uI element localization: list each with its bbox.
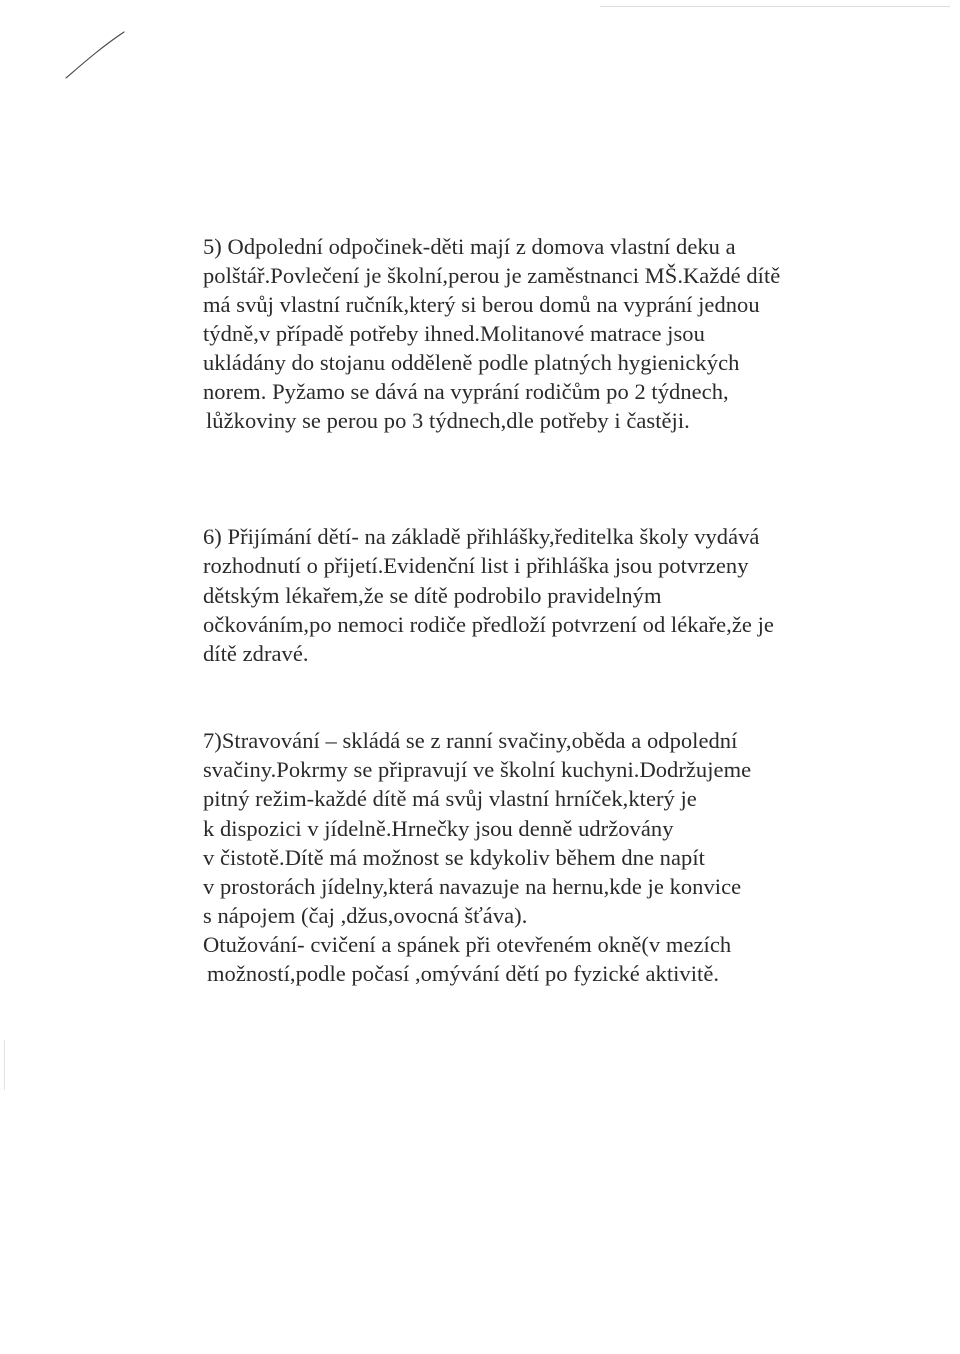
pen-mark-icon [60, 28, 130, 83]
paragraph-line: dítě zdravé. [203, 641, 309, 666]
paragraph-line: norem. Pyžamo se dává na vyprání rodičům po 2 týdnech, [203, 379, 729, 404]
paragraph-line: dětským lékařem,že se dítě podrobilo pravidelným [203, 583, 662, 608]
paragraph-line: možností,podle počasí ,omývání dětí po fyzické aktivitě. [207, 961, 720, 986]
paragraph-line: svačiny.Pokrmy se připravují ve školní kuchyni.Dodržujeme [203, 757, 752, 782]
paragraph-line: Otužování- cvičení a spánek při otevřeném okně(v mezích [203, 932, 732, 957]
scan-edge-line [600, 6, 950, 7]
paragraph-line: rozhodnutí o přijetí.Evidenční list i přihláška jsou potvrzeny [203, 553, 749, 578]
paragraph-line: 6) Přijímání dětí- na základě přihlášky,ředitelka školy vydává [203, 524, 760, 549]
paragraph-line: k dispozici v jídelně.Hrnečky jsou denně udržovány [203, 816, 674, 841]
paragraph-line: pitný režim-každé dítě má svůj vlastní hrníček,který je [203, 786, 697, 811]
paragraph-line: s nápojem (čaj ,džus,ovocná šťáva). [203, 903, 528, 928]
paragraph-line: v prostorách jídelny,která navazuje na hernu,kde je konvice [203, 874, 742, 899]
paragraph-line: polštář.Povlečení je školní,perou je zaměstnanci MŠ.Každé dítě [203, 263, 781, 288]
paragraph-line: týdně,v případě potřeby ihned.Molitanové matrace jsou [203, 321, 705, 346]
paragraph-line: ukládány do stojanu odděleně podle platných hygienických [203, 350, 740, 375]
paragraph-line: má svůj vlastní ručník,který si berou domů na vyprání jednou [203, 292, 760, 317]
scan-edge-mark [4, 1040, 5, 1090]
paragraph-line: v čistotě.Dítě má možnost se kdykoliv během dne napít [203, 845, 705, 870]
paragraph-line: 7)Stravování – skládá se z ranní svačiny,oběda a odpolední [203, 728, 738, 753]
paragraph-line: lůžkoviny se perou po 3 týdnech,dle potřeby i častěji. [206, 408, 690, 433]
paragraph-line: očkováním,po nemoci rodiče předloží potvrzení od lékaře,že je [203, 612, 774, 637]
paragraph-line: 5) Odpolední odpočinek-děti mají z domova vlastní deku a [203, 234, 736, 259]
